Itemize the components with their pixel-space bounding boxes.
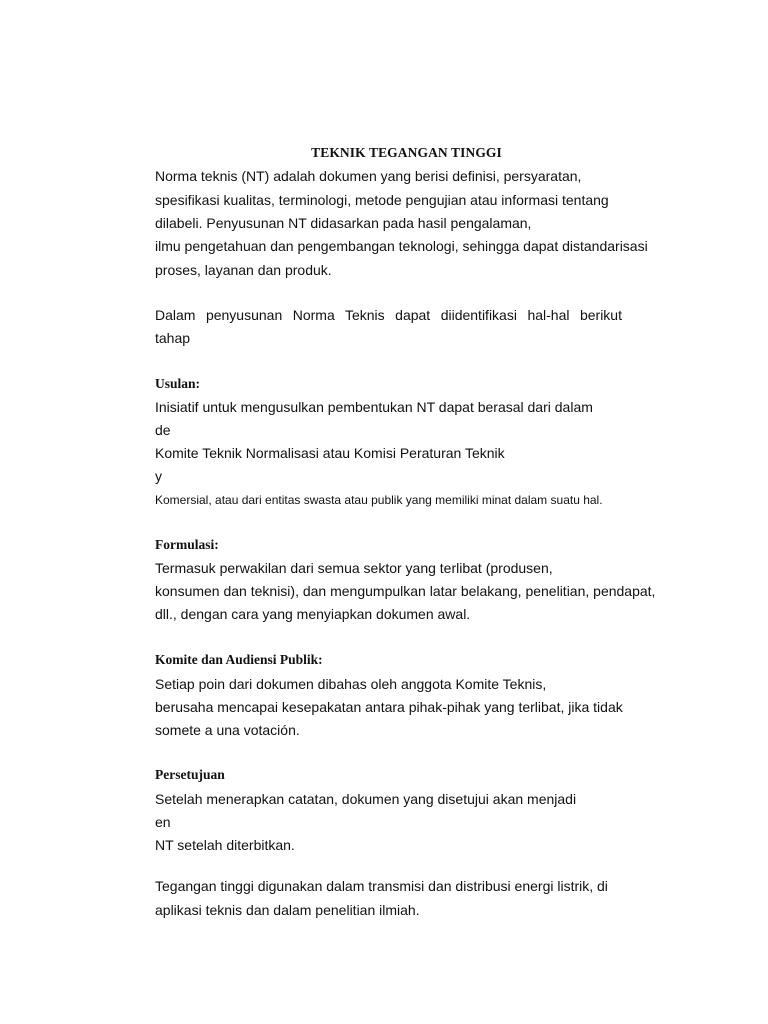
formulasi-line: dll., dengan cara yang menyiapkan dokumen awal. xyxy=(155,606,471,622)
komite-line: berusaha mencapai kesepakatan antara pihak-pihak yang terlibat, jika tidak xyxy=(155,699,623,715)
intro-line: Norma teknis (NT) adalah dokumen yang berisi definisi, persyaratan, xyxy=(155,168,582,184)
closing-line: aplikasi teknis dan dalam penelitian ilmiah. xyxy=(155,902,420,918)
intro-line: ilmu pengetahuan dan pengembangan teknologi, sehingga dapat distandarisasi xyxy=(155,238,648,254)
usulan-line: Komite Teknik Normalisasi atau Komisi Peraturan Teknik xyxy=(155,445,505,461)
usulan-line: y xyxy=(155,468,162,484)
formulasi-line: Termasuk perwakilan dari semua sektor yang terlibat (produsen, xyxy=(155,560,553,576)
intro-line: spesifikasi kualitas, terminologi, metode pengujian atau informasi tentang xyxy=(155,192,609,208)
usulan-line: de xyxy=(155,422,171,438)
persetujuan-line: Setelah menerapkan catatan, dokumen yang disetujui akan menjadi xyxy=(155,791,577,807)
section-heading-komite: Komite dan Audiensi Publik: xyxy=(155,652,323,667)
stages-intro-line: tahap xyxy=(155,330,191,346)
intro-line: proses, layanan dan produk. xyxy=(155,262,332,278)
section-heading-formulasi: Formulasi: xyxy=(155,537,219,552)
usulan-line: Inisiatif untuk mengusulkan pembentukan NT dapat berasal dari dalam xyxy=(155,399,593,415)
closing-line: Tegangan tinggi digunakan dalam transmisi dan distribusi energi listrik, di xyxy=(155,878,608,894)
section-heading-usulan: Usulan: xyxy=(155,376,201,391)
usulan-line: Komersial, atau dari entitas swasta atau publik yang memiliki minat dalam suatu hal. xyxy=(155,493,603,507)
intro-line: dilabeli. Penyusunan NT didasarkan pada hasil pengalaman, xyxy=(155,215,532,231)
komite-line: Setiap poin dari dokumen dibahas oleh anggota Komite Teknis, xyxy=(155,676,547,692)
persetujuan-line: en xyxy=(155,814,171,830)
komite-line: somete a una votación. xyxy=(155,722,300,738)
document-title: TEKNIK TEGANGAN TINGGI xyxy=(311,145,502,160)
formulasi-line: konsumen dan teknisi), dan mengumpulkan latar belakang, penelitian, pendapat, xyxy=(155,583,656,599)
section-heading-persetujuan: Persetujuan xyxy=(155,767,225,782)
persetujuan-line: NT setelah diterbitkan. xyxy=(155,837,295,853)
stages-intro-line: Dalam penyusunan Norma Teknis dapat diidentifikasi hal-hal berikut xyxy=(155,307,622,323)
